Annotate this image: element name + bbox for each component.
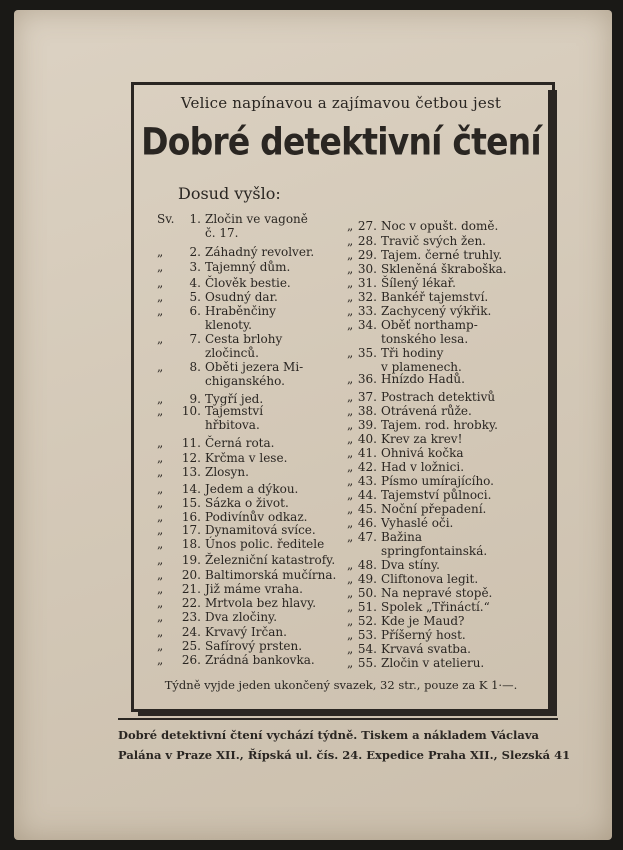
item-number: 49. [357, 572, 377, 586]
item-prefix: „ [347, 404, 354, 418]
item-prefix: „ [347, 346, 354, 360]
item-prefix: „ [157, 404, 164, 418]
item-title: Zločin v atelieru. [381, 656, 485, 670]
item-title: Podivínův odkaz. [205, 510, 308, 524]
item-title: Člověk bestie. [205, 276, 291, 290]
item-title: Postrach detektivů [381, 390, 496, 404]
item-number: 24. [181, 625, 201, 639]
item-prefix: „ [347, 290, 354, 304]
item-number: 55. [357, 656, 377, 670]
item-title: Noční přepadení. [381, 502, 487, 516]
item-number: 38. [357, 404, 377, 418]
item-title: Zločin ve vagoně [205, 212, 308, 226]
item-prefix: „ [157, 451, 164, 465]
item-title: Tygří jed. [205, 392, 264, 406]
item-title: Únos polic. ředitele [205, 537, 325, 551]
item-number: 35. [357, 346, 377, 360]
item-number: 7. [189, 332, 201, 346]
item-title: Zlosyn. [205, 465, 249, 479]
weekly-notice: Týdně vyjde jeden ukončený svazek, 32 str., pouze za K 1·—. [164, 678, 518, 692]
item-title: Baltimorská mučírna. [205, 568, 337, 582]
item-prefix: „ [157, 510, 164, 524]
item-title: Železniční katastrofy. [205, 553, 336, 567]
item-number: 33. [357, 304, 377, 318]
item-prefix: „ [347, 372, 354, 386]
item-title: Na nepravé stopě. [381, 586, 493, 600]
item-number: 43. [357, 474, 377, 488]
item-number: 42. [357, 460, 377, 474]
item-title: Osudný dar. [205, 290, 278, 304]
item-prefix: „ [347, 318, 354, 332]
item-title: Krev za krev! [381, 432, 463, 446]
item-title-continuation: springfontainská. [381, 544, 488, 558]
item-number: 11. [181, 436, 201, 450]
intro-line: Velice napínavou a zajímavou četbou jest [180, 94, 502, 112]
item-title-continuation: klenoty. [205, 318, 252, 332]
released-label: Dosud vyšlo: [178, 184, 281, 203]
item-prefix: „ [157, 496, 164, 510]
item-prefix: „ [157, 465, 164, 479]
item-title: Vyhaslé oči. [381, 516, 454, 530]
item-number: 1. [189, 212, 201, 226]
item-title: Tři hodiny [381, 346, 444, 360]
item-number: 34. [357, 318, 377, 332]
item-prefix: „ [157, 568, 164, 582]
item-prefix: „ [157, 482, 164, 496]
item-prefix: „ [347, 600, 354, 614]
item-prefix: „ [347, 614, 354, 628]
item-number: 40. [357, 432, 377, 446]
item-prefix: „ [157, 523, 164, 537]
item-title: Dva stíny. [381, 558, 440, 572]
item-number: 50. [357, 586, 377, 600]
item-prefix: „ [157, 610, 164, 624]
item-number: 19. [181, 553, 201, 567]
item-title-continuation: chiganského. [205, 374, 285, 388]
item-number: 4. [189, 276, 201, 290]
footer-line-2: Palána v Praze XII., Řípská ul. čís. 24. Expedice Praha XII., Slezská 41 [118, 748, 571, 762]
item-prefix: „ [347, 304, 354, 318]
item-number: 32. [357, 290, 377, 304]
footer-line-1: Dobré detektivní čtení vychází týdně. Tiskem a nákladem Václava [118, 728, 539, 742]
item-prefix: „ [347, 474, 354, 488]
item-title: Bažina [381, 530, 423, 544]
item-number: 20. [181, 568, 201, 582]
footer-rule [118, 718, 558, 720]
item-prefix: „ [347, 642, 354, 656]
item-number: 14. [181, 482, 201, 496]
item-number: 28. [357, 234, 377, 248]
item-number: 9. [189, 392, 201, 406]
item-number: 26. [181, 653, 201, 667]
item-number: 13. [181, 465, 201, 479]
item-number: 54. [357, 642, 377, 656]
item-number: 45. [357, 502, 377, 516]
item-number: 23. [181, 610, 201, 624]
item-prefix: „ [347, 390, 354, 404]
item-number: 51. [357, 600, 377, 614]
item-number: 6. [189, 304, 201, 318]
item-prefix: „ [347, 234, 354, 248]
item-title: Cliftonova legit. [381, 572, 479, 586]
item-prefix: Sv. [157, 212, 175, 226]
item-title: Dva zločiny. [205, 610, 278, 624]
item-number: 29. [357, 248, 377, 262]
item-title: Krvavá svatba. [381, 642, 471, 656]
item-title: Tajemství půlnoci. [381, 488, 492, 502]
item-title: Hraběnčiny [205, 304, 276, 318]
item-prefix: „ [347, 432, 354, 446]
item-prefix: „ [157, 625, 164, 639]
series-headline: Dobré detektivní čtení [141, 119, 541, 164]
item-title-continuation: v plamenech. [381, 360, 462, 374]
item-title: Krčma v lese. [205, 451, 288, 465]
item-title: Příšerný host. [381, 628, 466, 642]
item-prefix: „ [157, 304, 164, 318]
item-number: 12. [181, 451, 201, 465]
item-prefix: „ [157, 596, 164, 610]
item-number: 31. [357, 276, 377, 290]
item-prefix: „ [347, 418, 354, 432]
item-prefix: „ [157, 332, 164, 346]
item-prefix: „ [157, 537, 164, 551]
item-number: 17. [181, 523, 201, 537]
item-title: Jedem a dýkou. [205, 482, 299, 496]
item-title: Krvavý Irčan. [205, 625, 287, 639]
item-number: 8. [189, 360, 201, 374]
item-number: 2. [189, 245, 201, 259]
item-number: 41. [357, 446, 377, 460]
item-title: Otrávená růže. [381, 404, 472, 418]
item-prefix: „ [157, 245, 164, 259]
item-number: 47. [357, 530, 377, 544]
item-prefix: „ [347, 446, 354, 460]
item-title-continuation: hřbitova. [205, 418, 260, 432]
item-number: 15. [181, 496, 201, 510]
item-title: Ohnivá kočka [381, 446, 464, 460]
item-prefix: „ [347, 502, 354, 516]
item-title-continuation: zločinců. [205, 346, 259, 360]
item-title: Safírový prsten. [205, 639, 303, 653]
item-title: Oběti jezera Mi- [205, 360, 304, 374]
item-prefix: „ [157, 276, 164, 290]
item-prefix: „ [157, 436, 164, 450]
item-title: Tajem. rod. hrobky. [381, 418, 498, 432]
item-prefix: „ [347, 572, 354, 586]
item-prefix: „ [347, 488, 354, 502]
item-title: Oběť northamp- [381, 318, 478, 332]
item-title: Tajemný dům. [205, 260, 291, 274]
item-title: Již máme vraha. [205, 582, 303, 596]
item-title-continuation: tonského lesa. [381, 332, 469, 346]
item-number: 53. [357, 628, 377, 642]
item-title: Bankéř tajemství. [381, 290, 489, 304]
item-number: 27. [357, 219, 377, 233]
item-prefix: „ [157, 553, 164, 567]
frame-shadow-bottom [138, 709, 557, 716]
item-title: Had v ložnici. [381, 460, 465, 474]
item-prefix: „ [347, 586, 354, 600]
item-prefix: „ [347, 219, 354, 233]
item-title: Mrtvola bez hlavy. [205, 596, 317, 610]
item-number: 22. [181, 596, 201, 610]
item-number: 16. [181, 510, 201, 524]
item-prefix: „ [347, 460, 354, 474]
item-title-continuation: č. 17. [205, 226, 239, 240]
publisher-footer [118, 725, 571, 765]
item-prefix: „ [347, 558, 354, 572]
item-number: 36. [357, 372, 377, 386]
item-title: Šílený lékař. [381, 276, 456, 290]
item-title: Zrádná bankovka. [205, 653, 315, 667]
item-prefix: „ [347, 530, 354, 544]
item-number: 46. [357, 516, 377, 530]
item-title: Kde je Maud? [381, 614, 465, 628]
item-prefix: „ [347, 248, 354, 262]
item-number: 52. [357, 614, 377, 628]
item-title: Záhadný revolver. [205, 245, 315, 259]
item-prefix: „ [157, 360, 164, 374]
item-title: Travič svých žen. [381, 234, 486, 248]
item-title: Skleněná škraboška. [381, 262, 507, 276]
item-prefix: „ [347, 516, 354, 530]
item-number: 37. [357, 390, 377, 404]
item-number: 44. [357, 488, 377, 502]
item-prefix: „ [347, 628, 354, 642]
item-number: 48. [357, 558, 377, 572]
item-prefix: „ [347, 262, 354, 276]
item-number: 25. [181, 639, 201, 653]
item-prefix: „ [347, 656, 354, 670]
item-title: Noc v opušt. domě. [381, 219, 499, 233]
item-number: 10. [181, 404, 201, 418]
item-title: Tajem. černé truhly. [381, 248, 503, 262]
item-number: 39. [357, 418, 377, 432]
item-number: 5. [189, 290, 201, 304]
item-prefix: „ [157, 653, 164, 667]
item-title: Sázka o život. [205, 496, 289, 510]
item-prefix: „ [347, 276, 354, 290]
item-title: Hnízdo Hadů. [381, 372, 465, 386]
item-number: 3. [189, 260, 201, 274]
item-prefix: „ [157, 260, 164, 274]
frame-shadow-right [548, 90, 557, 716]
item-title: Spolek „Třináctí.“ [381, 600, 490, 614]
item-number: 18. [181, 537, 201, 551]
item-prefix: „ [157, 639, 164, 653]
item-number: 30. [357, 262, 377, 276]
item-title: Písmo umírajícího. [381, 474, 494, 488]
item-number: 21. [181, 582, 201, 596]
item-title: Tajemství [205, 404, 264, 418]
item-prefix: „ [157, 582, 164, 596]
item-prefix: „ [157, 392, 164, 406]
item-title: Černá rota. [205, 436, 275, 450]
item-title: Cesta brlohy [205, 332, 283, 346]
item-prefix: „ [157, 290, 164, 304]
item-title: Dynamitová svíce. [205, 523, 316, 537]
item-title: Zachycený výkřik. [381, 304, 492, 318]
